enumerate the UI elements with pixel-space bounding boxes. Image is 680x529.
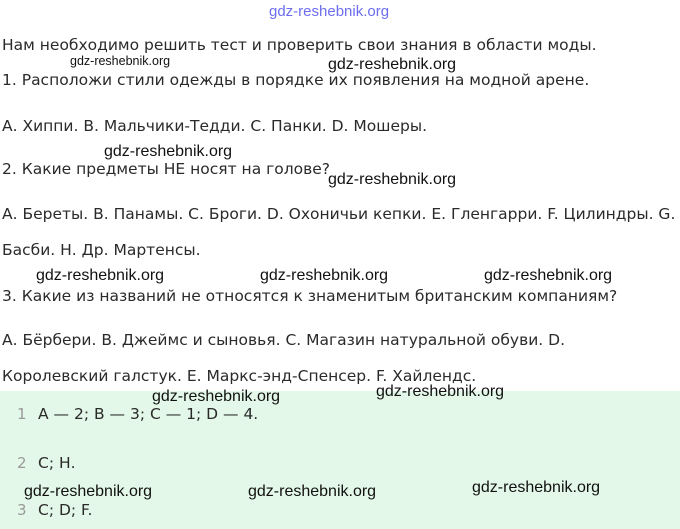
question-2: 2. Какие предметы НЕ носят на голове? [2,160,331,178]
question-3-options-line1: А. Бёрбери. В. Джеймс и сыновья. С. Магазин натуральной обуви. D. [2,331,566,349]
intro-text: Нам необходимо решить тест и проверить свои знания в области моды. [2,36,597,54]
watermark: gdz-reshebnik.org [484,267,613,284]
question-1-options: А. Хиппи. В. Мальчики-Тедди. С. Панки. D. Мошеры. [2,117,427,135]
question-2-options-line1: А. Береты. В. Панамы. С. Броги. D. Охоничьи кепки. Е. Гленгарри. F. Цилиндры. G. [2,205,676,223]
answer-text: А — 2; В — 3; С — 1; D — 4. [38,405,259,423]
watermark: gdz-reshebnik.org [328,56,457,73]
watermark: gdz-reshebnik.org [248,483,377,500]
answer-text: С; Н. [38,454,76,472]
question-2-options-line2: Басби. Н. Др. Мартенсы. [2,241,201,259]
watermark: gdz-reshebnik.org [36,267,165,284]
watermark: gdz-reshebnik.org [260,267,389,284]
watermark: gdz-reshebnik.org [328,171,457,188]
answer-number: 1 [17,405,27,423]
watermark: gdz-reshebnik.org [70,54,171,68]
question-3-options-line2: Королевский галстук. Е. Маркс-энд-Спенсер. F. Хайлендс. [2,367,477,385]
answer-number: 3 [17,501,27,519]
question-1: 1. Расположи стили одежды в порядке их появления на модной арене. [2,71,590,89]
site-watermark-top: gdz-reshebnik.org [269,3,390,20]
question-3: 3. Какие из названий не относятся к знаменитым британским компаниям? [2,287,618,305]
watermark: gdz-reshebnik.org [152,388,281,405]
watermark: gdz-reshebnik.org [472,479,601,496]
answer-number: 2 [17,454,27,472]
watermark: gdz-reshebnik.org [24,483,153,500]
watermark: gdz-reshebnik.org [376,383,505,400]
watermark: gdz-reshebnik.org [104,143,233,160]
answer-text: С; D; F. [38,501,93,519]
